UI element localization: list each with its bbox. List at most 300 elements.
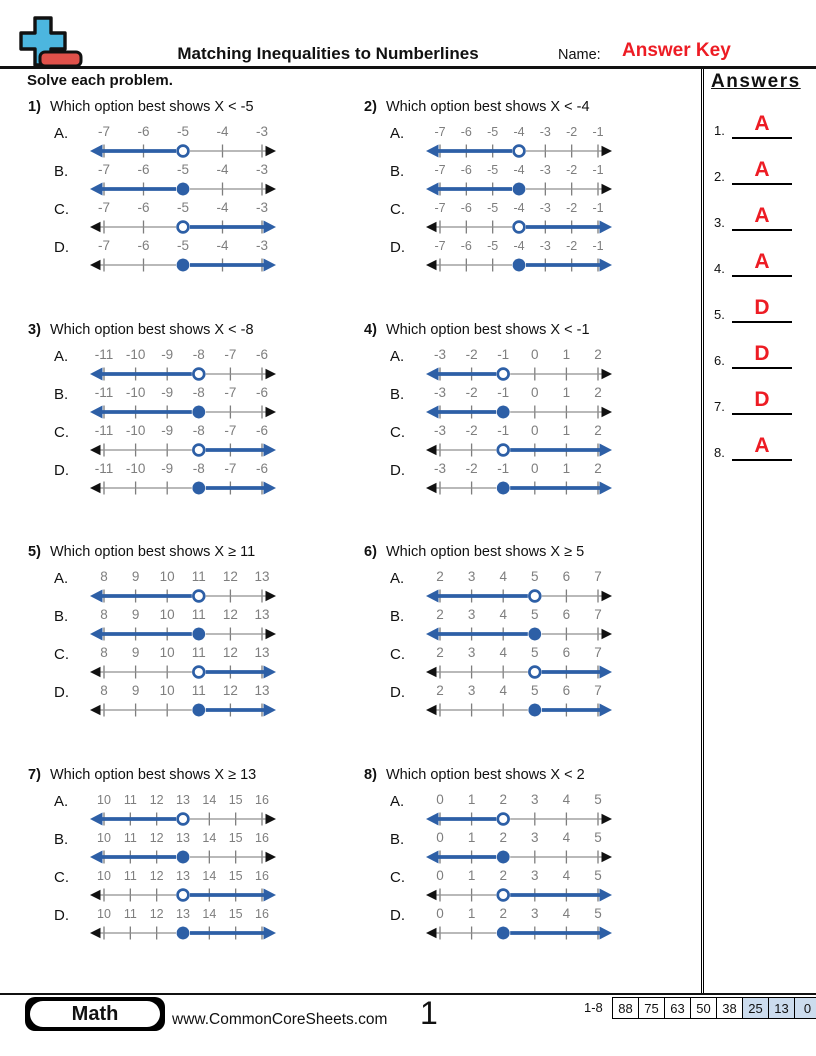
open-circle-marker — [529, 591, 540, 602]
tick-label: 11 — [123, 830, 137, 845]
score-cell: 25 — [742, 997, 769, 1019]
tick-label: -3 — [255, 200, 269, 215]
open-circle-marker — [193, 444, 204, 455]
tick-label: -9 — [161, 460, 174, 476]
question-text: Which option best shows X < -4 — [386, 99, 590, 115]
option-d — [54, 461, 364, 499]
tick-label: 4 — [499, 569, 507, 584]
ray-arrow-right-icon — [264, 221, 277, 234]
tick-label: 9 — [131, 569, 140, 584]
answer-letter: D — [754, 388, 770, 411]
tick-label: -2 — [465, 384, 478, 400]
problem-5 — [28, 544, 364, 767]
tick-label: -3 — [433, 422, 447, 438]
answer-entry-number: 5. — [714, 307, 725, 322]
option-a — [54, 569, 364, 607]
tick-label: 7 — [594, 645, 602, 660]
tick-label: -10 — [125, 384, 146, 400]
question-text: Which option best shows X < -8 — [50, 321, 254, 338]
tick-label: -1 — [497, 384, 510, 400]
tick-label: 11 — [123, 906, 137, 921]
tick-label: 2 — [499, 905, 507, 921]
tick-label: -1 — [592, 239, 604, 253]
number-line — [88, 569, 278, 607]
tick-label: 2 — [436, 645, 444, 660]
option-c — [390, 645, 700, 683]
question-line — [364, 544, 700, 560]
option-label: C. — [390, 201, 405, 218]
number-line — [424, 124, 614, 162]
number-line — [88, 347, 278, 385]
tick-label: -10 — [125, 460, 146, 476]
option-label: B. — [54, 163, 69, 180]
option-label: C. — [390, 868, 405, 886]
tick-label: 8 — [100, 683, 108, 698]
tick-label: 15 — [228, 830, 243, 845]
answer-entry-number: 1. — [714, 123, 725, 138]
line-arrow-right-icon — [266, 146, 277, 156]
tick-label: 13 — [176, 830, 190, 845]
tick-label: -7 — [97, 238, 111, 253]
tick-label: 11 — [191, 645, 206, 660]
tick-label: 8 — [100, 569, 108, 584]
number-line — [88, 423, 278, 461]
tick-label: -5 — [487, 201, 499, 215]
question-number: 1) — [28, 99, 41, 115]
option-list — [54, 792, 364, 944]
tick-label: -7 — [434, 201, 446, 215]
instructions-text: Solve each problem. — [27, 72, 173, 89]
tick-label: -2 — [566, 125, 578, 139]
option-a — [390, 347, 700, 385]
number-line — [88, 683, 278, 721]
question-number: 5) — [28, 544, 41, 560]
tick-label: 16 — [255, 906, 269, 921]
number-line — [88, 200, 278, 238]
question-number: 2) — [364, 99, 377, 115]
tick-label: 0 — [531, 384, 539, 400]
tick-label: -7 — [434, 125, 446, 139]
answer-letter: D — [754, 342, 770, 365]
tick-label: 13 — [254, 569, 270, 584]
ray-arrow-left-icon — [426, 850, 439, 863]
closed-circle-marker — [177, 183, 190, 196]
number-line — [424, 569, 614, 607]
line-arrow-left-icon — [426, 222, 437, 232]
tick-label: 5 — [594, 829, 602, 845]
tick-label: 10 — [97, 830, 111, 845]
number-line — [424, 868, 614, 906]
answers-panel — [701, 69, 816, 993]
tick-label: 5 — [531, 645, 539, 660]
tick-label: 11 — [191, 683, 206, 698]
option-label: A. — [390, 125, 405, 142]
line-arrow-left-icon — [426, 482, 437, 492]
option-d — [390, 238, 700, 276]
open-circle-marker — [529, 667, 540, 678]
option-label: B. — [54, 385, 69, 403]
tick-label: -3 — [255, 124, 269, 139]
option-b — [390, 162, 700, 200]
tick-label: 1 — [562, 384, 571, 400]
open-circle-marker — [498, 444, 509, 455]
option-b — [390, 830, 700, 868]
tick-label: 2 — [594, 346, 602, 362]
tick-label: 4 — [562, 867, 571, 883]
tick-label: 8 — [100, 645, 108, 660]
tick-label: 13 — [176, 868, 190, 883]
answer-entry-3 — [714, 199, 816, 231]
option-c — [54, 645, 364, 683]
ray-arrow-right-icon — [600, 221, 613, 234]
closed-circle-marker — [513, 259, 526, 272]
tick-label: 6 — [562, 683, 571, 698]
number-line — [424, 461, 614, 499]
answer-entry-number: 3. — [714, 215, 725, 230]
number-line — [424, 423, 614, 461]
tick-label: 6 — [562, 607, 571, 622]
open-circle-marker — [193, 368, 204, 379]
number-line — [424, 607, 614, 645]
tick-label: -1 — [497, 460, 510, 476]
tick-label: -2 — [566, 163, 578, 177]
score-cell: 63 — [664, 997, 691, 1019]
closed-circle-marker — [497, 850, 510, 863]
answer-entry-4 — [714, 245, 816, 277]
tick-label: 0 — [436, 791, 444, 807]
ray-arrow-right-icon — [264, 481, 277, 494]
option-label: A. — [54, 125, 69, 142]
tick-label: 9 — [131, 645, 140, 660]
line-arrow-right-icon — [602, 629, 613, 639]
tick-label: 0 — [531, 346, 539, 362]
tick-label: 13 — [254, 607, 270, 622]
answer-letter: A — [754, 112, 770, 135]
tick-label: 12 — [222, 607, 238, 622]
option-b — [54, 607, 364, 645]
option-d — [390, 906, 700, 944]
answer-blank — [732, 251, 792, 277]
tick-label: 5 — [531, 683, 539, 698]
question-text: Which option best shows X ≥ 11 — [50, 544, 256, 560]
option-label: B. — [54, 830, 69, 848]
number-line — [88, 162, 278, 200]
option-d — [390, 683, 700, 721]
question-text: Which option best shows X ≥ 13 — [50, 766, 257, 783]
tick-label: 5 — [594, 791, 602, 807]
tick-label: 3 — [531, 829, 539, 845]
problem-1 — [28, 99, 364, 322]
ray-arrow-left-icon — [90, 812, 103, 825]
number-line — [424, 385, 614, 423]
question-number: 7) — [28, 766, 41, 783]
ray-arrow-right-icon — [264, 888, 277, 901]
tick-label: -7 — [434, 239, 446, 253]
tick-label: 1 — [562, 460, 571, 476]
tick-label: -10 — [125, 346, 146, 362]
tick-label: 6 — [562, 569, 571, 584]
tick-label: 4 — [499, 607, 507, 622]
open-circle-marker — [514, 146, 525, 157]
option-list — [390, 569, 700, 721]
tick-label: 11 — [123, 868, 137, 883]
tick-label: -4 — [216, 162, 229, 177]
tick-label: 4 — [562, 829, 571, 845]
number-line — [88, 607, 278, 645]
tick-label: 2 — [436, 569, 444, 584]
tick-label: 9 — [131, 683, 140, 698]
ray-arrow-right-icon — [600, 481, 613, 494]
tick-label: 16 — [255, 792, 269, 807]
option-list — [54, 124, 364, 276]
tick-label: -6 — [255, 384, 269, 400]
option-label: D. — [54, 239, 69, 256]
question-line — [28, 99, 364, 115]
option-label: B. — [390, 608, 405, 625]
open-circle-marker — [498, 368, 509, 379]
answer-letter: D — [754, 296, 770, 319]
question-line — [364, 99, 700, 115]
tick-label: 1 — [562, 346, 571, 362]
tick-label: 2 — [499, 867, 507, 883]
tick-label: 3 — [467, 645, 476, 660]
ray-arrow-left-icon — [426, 367, 439, 380]
tick-label: -8 — [192, 460, 205, 476]
tick-label: -1 — [497, 346, 510, 362]
tick-label: 10 — [97, 906, 111, 921]
problem-6 — [364, 544, 700, 767]
tick-label: -1 — [592, 201, 604, 215]
question-text: Which option best shows X < 2 — [386, 766, 585, 783]
ray-arrow-right-icon — [264, 443, 277, 456]
tick-label: -6 — [255, 422, 269, 438]
question-line — [364, 322, 700, 338]
number-line — [88, 645, 278, 683]
score-cell: 88 — [612, 997, 639, 1019]
tick-label: 3 — [531, 905, 539, 921]
tick-label: 7 — [594, 607, 602, 622]
option-c — [54, 200, 364, 238]
tick-label: 10 — [159, 569, 175, 584]
subject-badge — [25, 997, 165, 1031]
tick-label: -10 — [125, 422, 146, 438]
closed-circle-marker — [528, 704, 541, 717]
option-a — [54, 124, 364, 162]
open-circle-marker — [193, 667, 204, 678]
score-cell: 75 — [638, 997, 665, 1019]
option-label: B. — [390, 163, 405, 180]
tick-label: -6 — [137, 238, 150, 253]
tick-label: 10 — [97, 868, 111, 883]
problems-grid — [28, 99, 700, 989]
option-label: D. — [390, 906, 405, 924]
tick-label: 5 — [531, 569, 539, 584]
tick-label: -6 — [460, 125, 472, 139]
tick-label: 1 — [467, 791, 476, 807]
option-label: A. — [54, 792, 69, 810]
answer-letter: A — [754, 434, 770, 457]
tick-label: -3 — [539, 201, 551, 215]
option-label: B. — [390, 830, 405, 848]
tick-label: -4 — [216, 124, 229, 139]
tick-label: -9 — [161, 422, 174, 438]
option-b — [54, 162, 364, 200]
line-arrow-right-icon — [602, 368, 613, 378]
tick-label: 4 — [499, 683, 507, 698]
tick-label: 0 — [436, 867, 444, 883]
answer-entry-2 — [714, 153, 816, 185]
tick-label: -5 — [487, 125, 499, 139]
tick-label: 3 — [467, 683, 476, 698]
option-label: D. — [54, 461, 69, 479]
tick-label: 5 — [531, 607, 539, 622]
answer-entry-number: 4. — [714, 261, 725, 276]
number-line — [88, 830, 278, 868]
tick-label: 12 — [149, 868, 164, 883]
ray-arrow-left-icon — [90, 590, 103, 603]
closed-circle-marker — [192, 405, 205, 418]
ray-arrow-right-icon — [600, 926, 613, 939]
line-arrow-left-icon — [90, 444, 101, 454]
number-line — [424, 906, 614, 944]
open-circle-marker — [514, 222, 525, 233]
score-cell: 13 — [768, 997, 795, 1019]
tick-label: 14 — [202, 868, 217, 883]
tick-label: 1 — [562, 422, 571, 438]
option-d — [54, 683, 364, 721]
tick-label: -11 — [94, 384, 114, 400]
option-label: D. — [390, 684, 405, 701]
answer-key-text: Answer Key — [622, 40, 731, 61]
tick-label: -8 — [192, 384, 205, 400]
question-number: 6) — [364, 544, 377, 560]
tick-label: 12 — [222, 569, 238, 584]
line-arrow-left-icon — [426, 444, 437, 454]
option-label: A. — [54, 570, 69, 587]
option-d — [54, 906, 364, 944]
tick-label: -6 — [460, 163, 472, 177]
answer-blank — [732, 343, 792, 369]
option-label: A. — [390, 347, 405, 365]
question-line — [28, 767, 364, 783]
option-label: A. — [390, 792, 405, 810]
tick-label: 3 — [531, 867, 539, 883]
tick-label: 16 — [255, 868, 269, 883]
number-line — [424, 200, 614, 238]
tick-label: 15 — [228, 868, 243, 883]
number-line — [88, 124, 278, 162]
tick-label: -2 — [465, 422, 478, 438]
tick-label: -7 — [224, 346, 237, 362]
closed-circle-marker — [177, 850, 190, 863]
tick-label: -8 — [192, 422, 205, 438]
tick-label: -3 — [255, 238, 269, 253]
option-label: C. — [54, 201, 69, 218]
tick-label: -4 — [513, 239, 525, 253]
ray-arrow-left-icon — [426, 145, 439, 158]
tick-label: -4 — [513, 201, 525, 215]
ray-arrow-right-icon — [600, 704, 613, 717]
option-list — [390, 347, 700, 499]
name-label: Name: — [558, 47, 601, 63]
tick-label: 13 — [176, 792, 190, 807]
ray-arrow-left-icon — [426, 628, 439, 641]
tick-label: 1 — [467, 905, 476, 921]
answer-entry-5 — [714, 291, 816, 323]
tick-label: 0 — [436, 905, 444, 921]
line-arrow-left-icon — [426, 889, 437, 899]
line-arrow-right-icon — [266, 591, 277, 601]
tick-label: 0 — [531, 422, 539, 438]
problem-3 — [28, 322, 364, 545]
tick-label: -11 — [94, 460, 114, 476]
tick-label: 14 — [202, 906, 217, 921]
tick-label: -6 — [137, 162, 150, 177]
ray-arrow-right-icon — [600, 666, 613, 679]
tick-label: -2 — [566, 239, 578, 253]
option-d — [390, 461, 700, 499]
number-line — [424, 238, 614, 276]
tick-label: 1 — [467, 829, 476, 845]
tick-label: -8 — [192, 346, 205, 362]
tick-label: -11 — [94, 422, 114, 438]
tick-label: 10 — [159, 645, 175, 660]
option-label: C. — [54, 646, 69, 663]
tick-label: -5 — [487, 163, 499, 177]
tick-label: -6 — [255, 346, 269, 362]
number-line — [88, 792, 278, 830]
option-label: C. — [54, 423, 69, 441]
tick-label: 4 — [562, 905, 571, 921]
tick-label: 4 — [499, 645, 507, 660]
option-label: A. — [54, 347, 69, 365]
tick-label: 5 — [594, 867, 602, 883]
footer-divider — [0, 993, 816, 995]
ray-arrow-right-icon — [600, 888, 613, 901]
line-arrow-left-icon — [90, 705, 101, 715]
tick-label: -9 — [161, 384, 174, 400]
problem-8 — [364, 767, 700, 990]
number-line — [88, 238, 278, 276]
line-arrow-right-icon — [266, 629, 277, 639]
tick-label: 11 — [123, 792, 137, 807]
ray-arrow-left-icon — [90, 183, 103, 196]
option-a — [54, 347, 364, 385]
tick-label: 0 — [531, 460, 539, 476]
ray-arrow-left-icon — [90, 367, 103, 380]
line-arrow-right-icon — [602, 851, 613, 861]
tick-label: 10 — [159, 607, 175, 622]
question-text: Which option best shows X < -5 — [50, 99, 254, 115]
open-circle-marker — [178, 813, 189, 824]
answer-entry-8 — [714, 429, 816, 461]
line-arrow-left-icon — [90, 667, 101, 677]
tick-label: 3 — [531, 791, 539, 807]
tick-label: -3 — [539, 163, 551, 177]
option-label: C. — [390, 423, 405, 441]
answer-blank — [732, 113, 792, 139]
closed-circle-marker — [177, 926, 190, 939]
tick-label: 12 — [149, 792, 164, 807]
line-arrow-right-icon — [602, 406, 613, 416]
line-arrow-left-icon — [90, 482, 101, 492]
minus-bar-icon — [40, 52, 81, 66]
tick-label: 16 — [255, 830, 269, 845]
answer-blank — [732, 389, 792, 415]
tick-label: 10 — [159, 683, 175, 698]
tick-label: 2 — [499, 829, 507, 845]
tick-label: -2 — [566, 201, 578, 215]
